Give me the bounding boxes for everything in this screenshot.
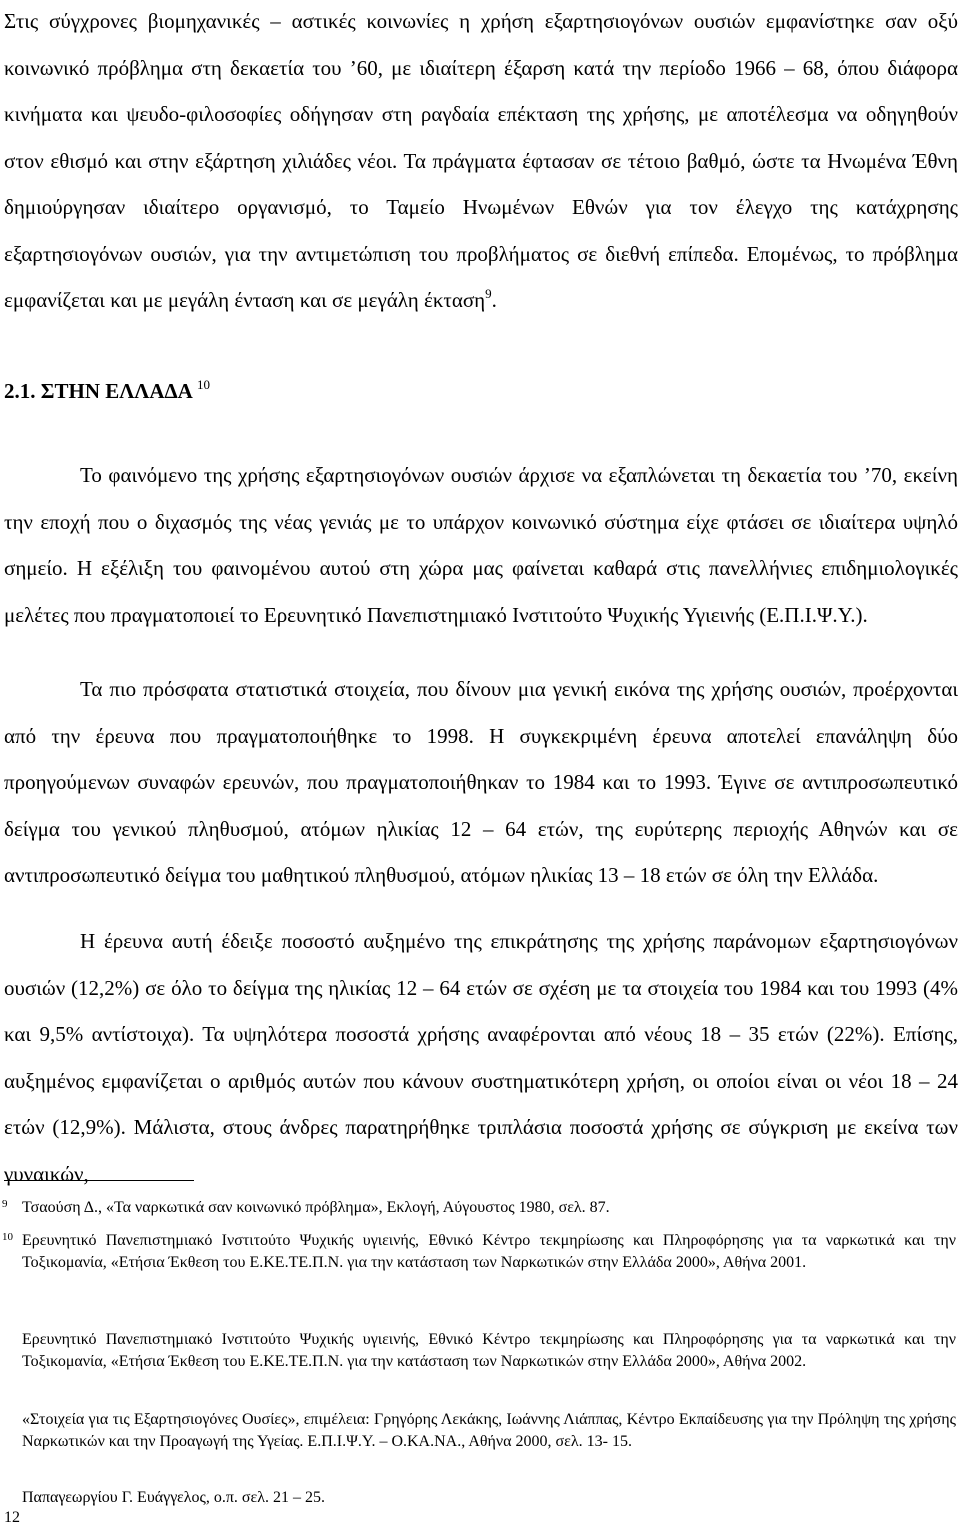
footnote [0, 1409, 956, 1453]
footnote-text: Τσαούση Δ., «Τα ναρκωτικά σαν κοινωνικό πρόβλημα», Εκλογή, Αύγουστος 1980, σελ. 87. [22, 1199, 610, 1216]
body-paragraph: Τα πιο πρόσφατα στατιστικά στοιχεία, που δίνουν μια γενική εικόνα της χρήσης ουσιών, προέρχονται από την έρευνα που πραγματοποιήθηκε το 1998. Η συγκεκριμένη έρευνα αποτελεί επανάληψη δύο προηγούμενων συναφών ερευνών, που πραγματοποιήθηκαν το 1984 και το 1993. Έγινε σε αντιπροσωπευτικό δείγμα του γενικού πληθυσμού, ατόμων ηλικίας 12 – 64 ετών, της ευρύτερης περιοχής Αθηνών και σε αντιπροσωπευτικό δείγμα του μαθητικού πληθυσμού, ατόμων ηλικίας 13 – 18 ετών σε όλη την Ελλάδα. [4, 677, 958, 887]
footnote-ref-10: 10 [196, 377, 210, 392]
footnote-text: «Στοιχεία για τις Εξαρτησιογόνες Ουσίες», επιμέλεια: Γρηγόρης Λεκάκης, Ιωάννης Λιάππας, Κέντρο Εκπαίδευσης για την Πρόληψη της χρήσης Ναρκωτικών και την Προαγωγή της Υγείας. Ε.Π.Ι.Ψ.Υ. – Ο.ΚΑ.ΝΑ., Αθήνα 2000, σελ. 13- 15. [22, 1411, 956, 1450]
footnote-text: Ερευνητικό Πανεπιστημιακό Ινστιτούτο Ψυχικής υγιεινής, Εθνικό Κέντρο τεκμηρίωσης και Πληροφόρησης για τα ναρκωτικά και την Τοξικομανία, «Ετήσια Έκθεση του Ε.ΚΕ.ΤΕ.Π.Ν. για την κατάσταση των Ναρκωτικών στην Ελλάδα 2000», Αθήνα 2001. [22, 1232, 956, 1271]
footnote [0, 1329, 956, 1373]
footnote-text: Ερευνητικό Πανεπιστημιακό Ινστιτούτο Ψυχικής υγιεινής, Εθνικό Κέντρο τεκμηρίωσης και Πληροφόρησης για τα ναρκωτικά και την Τοξικομανία, «Ετήσια Έκθεση του Ε.ΚΕ.ΤΕ.Π.Ν. για την κατάσταση των Ναρκωτικών στην Ελλάδα 2000», Αθήνα 2002. [22, 1331, 956, 1370]
footnote-number: 9 [2, 1198, 8, 1210]
footnote-ref-9: 9 [485, 286, 492, 301]
footnote-number: 10 [2, 1231, 13, 1243]
footnote-text: Παπαγεωργίου Γ. Ευάγγελος, ο.π. σελ. 21 – 25. [22, 1489, 325, 1506]
footnote [0, 1197, 956, 1219]
footnote [0, 1487, 956, 1509]
section-heading: 2.1. ΣΤΗΝ ΕΛΛΑΔΑ $^{10}$ [4, 377, 210, 403]
page-number: 12 [4, 1509, 20, 1526]
body-paragraph: Το φαινόμενο της χρήσης εξαρτησιογόνων ουσιών άρχισε να εξαπλώνεται τη δεκαετία του ’70, εκείνη την εποχή που ο διχασμός της νέας γενιάς με το υπάρχον κοινωνικό σύστημα είχε φτάσει σε ιδιαίτερα υψηλό σημείο. Η εξέλιξη του φαινομένου αυτού στη χώρα μας φαίνεται καθαρά στις πανελλήνιες επιδημιολογικές μελέτες που πραγματοποιεί το Ερευνητικό Πανεπιστημιακό Ινστιτούτο Ψυχικής Υγιεινής (Ε.Π.Ι.Ψ.Υ.). [4, 463, 958, 627]
footnote [0, 1230, 956, 1274]
footnote-separator [4, 1180, 194, 1181]
body-paragraph: Η έρευνα αυτή έδειξε ποσοστό αυξημένο της επικράτησης της χρήσης παράνομων εξαρτησιογόνων ουσιών (12,2%) σε όλο το δείγμα της ηλικίας 12 – 64 ετών σε σχέση με τα στοιχεία του 1984 και του 1993 (4% και 9,5% αντίστοιχα). Τα υψηλότερα ποσοστά χρήσης αναφέρονται από νέους 18 – 35 ετών (22%). Επίσης, αυξημένος εμφανίζεται ο αριθμός αυτών που κάνουν συστηματικότερη χρήση, οι οποίοι είναι οι νέοι 18 – 24 ετών (12,9%). Μάλιστα, στους άνδρες παρατηρήθηκε τριπλάσια ποσοστά χρήσης σε σύγκριση με εκείνα των γυναικών, [4, 929, 958, 1186]
intro-paragraph: Στις σύγχρονες βιομηχανικές – αστικές κοινωνίες η χρήση εξαρτησιογόνων ουσιών εμφανίστηκε σαν οξύ κοινωνικό πρόβλημα στη δεκαετία του ’60, με ιδιαίτερη έξαρση κατά την περίοδο 1966 – 68, όπου διάφορα κινήματα και ψευδο-φιλοσοφίες οδήγησαν στη ραγδαία επέκταση της χρήσης, με αποτέλεσμα να οδηγηθούν στον εθισμό και στην εξάρτηση χιλιάδες νέοι. Τα πράγματα έφτασαν σε τέτοιο βαθμό, ώστε τα Ηνωμένα Έθνη δημιούργησαν ιδιαίτερο οργανισμό, το Ταμείο Ηνωμένων Εθνών για τον έλεγχο της κατάχρησης εξαρτησιογόνων ουσιών, για την αντιμετώπιση του προβλήματος σε διεθνή επίπεδα. Επομένως, το πρόβλημα εμφανίζεται και με μεγάλη ένταση και σε μεγάλη έκταση$^9$. [4, 9, 958, 312]
